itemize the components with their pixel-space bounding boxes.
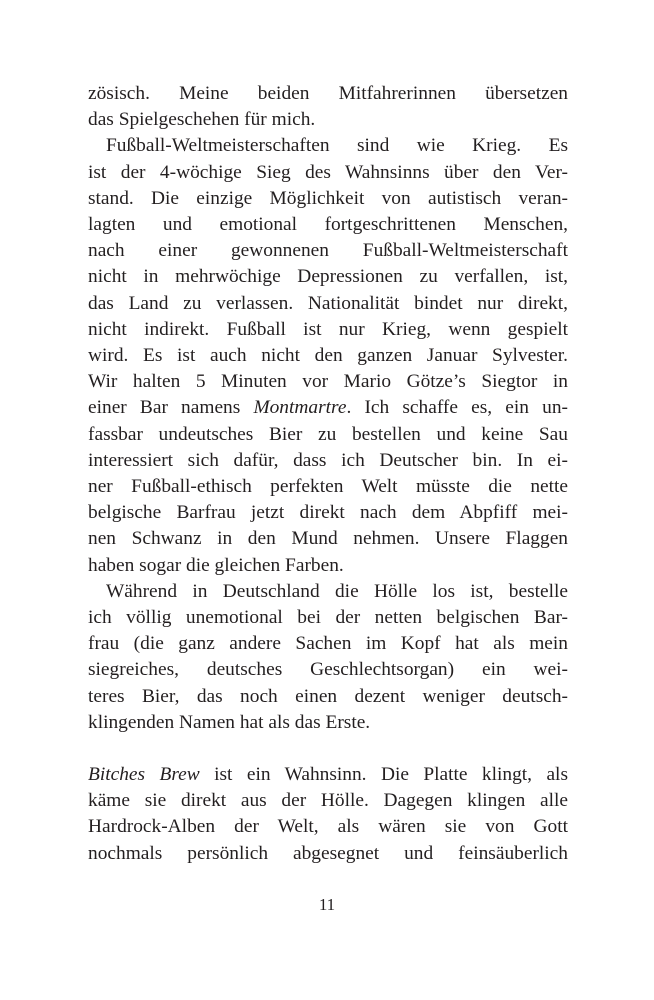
text-line: stand. Die einzige Möglichkeit von autistisch veran- (88, 187, 568, 209)
italic-title: Bitches Brew (88, 764, 200, 786)
text-run: ist ein Wahnsinn. Die Platte klingt, als (199, 764, 568, 786)
text-line: das Land zu verlassen. Nationalität bindet nur direkt, (88, 292, 568, 314)
text-line: nen Schwanz in den Mund nehmen. Unsere Flaggen (88, 528, 568, 550)
text-line: Während in Deutschland die Hölle los ist, bestelle (106, 580, 568, 602)
text-line: nicht indirekt. Fußball ist nur Krieg, wenn gespielt (88, 318, 568, 340)
text-line: fassbar undeutsches Bier zu bestellen und keine Sau (88, 423, 568, 445)
text-line: Hardrock-Alben der Welt, als wären sie von Gott (88, 816, 568, 838)
text-line: ner Fußball-ethisch perfekten Welt müsste die nette (88, 476, 568, 498)
paragraph (88, 579, 568, 736)
text-line: nicht in mehrwöchige Depressionen zu verfallen, ist, (88, 266, 568, 288)
text-line: frau (die ganz andere Sachen im Kopf hat als mein (88, 633, 568, 655)
text-line (88, 762, 568, 788)
text-line: klingenden Namen hat als das Erste. (88, 711, 371, 733)
text-line (88, 395, 568, 421)
text-line: nochmals persönlich abgesegnet und feinsäuberlich (88, 842, 568, 864)
paragraph (88, 81, 568, 133)
text-line: belgische Barfrau jetzt direkt nach dem Abpfiff mei- (88, 502, 568, 524)
text-line: haben sogar die gleichen Farben. (88, 554, 344, 576)
text-line: lagten und emotional fortgeschrittenen Menschen, (88, 214, 568, 236)
page-number: 11 (318, 895, 336, 914)
text-line: Fußball-Weltmeisterschaften sind wie Krieg. Es (106, 135, 568, 157)
text-line: käme sie direkt aus der Hölle. Dagegen klingen alle (88, 790, 568, 812)
text-line: siegreiches, deutsches Geschlechtsorgan) ein wei- (88, 659, 568, 681)
text-run: einer Bar namens (88, 397, 254, 419)
paragraph (88, 133, 568, 578)
text-line: das Spielgeschehen für mich. (88, 109, 316, 131)
text-line: wird. Es ist auch nicht den ganzen Januar Sylvester. (88, 345, 568, 367)
text-line: nach einer gewonnenen Fußball-Weltmeisterschaft (88, 240, 568, 262)
paragraph (88, 762, 568, 867)
text-line: Wir halten 5 Minuten vor Mario Götze’s Siegtor in (88, 371, 568, 393)
text-run: . Ich schaffe es, ein un- (346, 397, 568, 419)
text-line: zösisch. Meine beiden Mitfahrerinnen übersetzen (88, 83, 568, 104)
text-line: teres Bier, das noch einen dezent weniger deutsch- (88, 685, 568, 707)
italic-title: Montmartre (253, 397, 347, 419)
text-line: ich völlig unemotional bei der netten belgischen Bar- (88, 607, 568, 629)
text-line: ist der 4-wöchige Sieg des Wahnsinns über den Ver- (88, 161, 568, 183)
page-text-block (88, 81, 568, 867)
text-line: interessiert sich dafür, dass ich Deutscher bin. In ei- (88, 449, 568, 471)
